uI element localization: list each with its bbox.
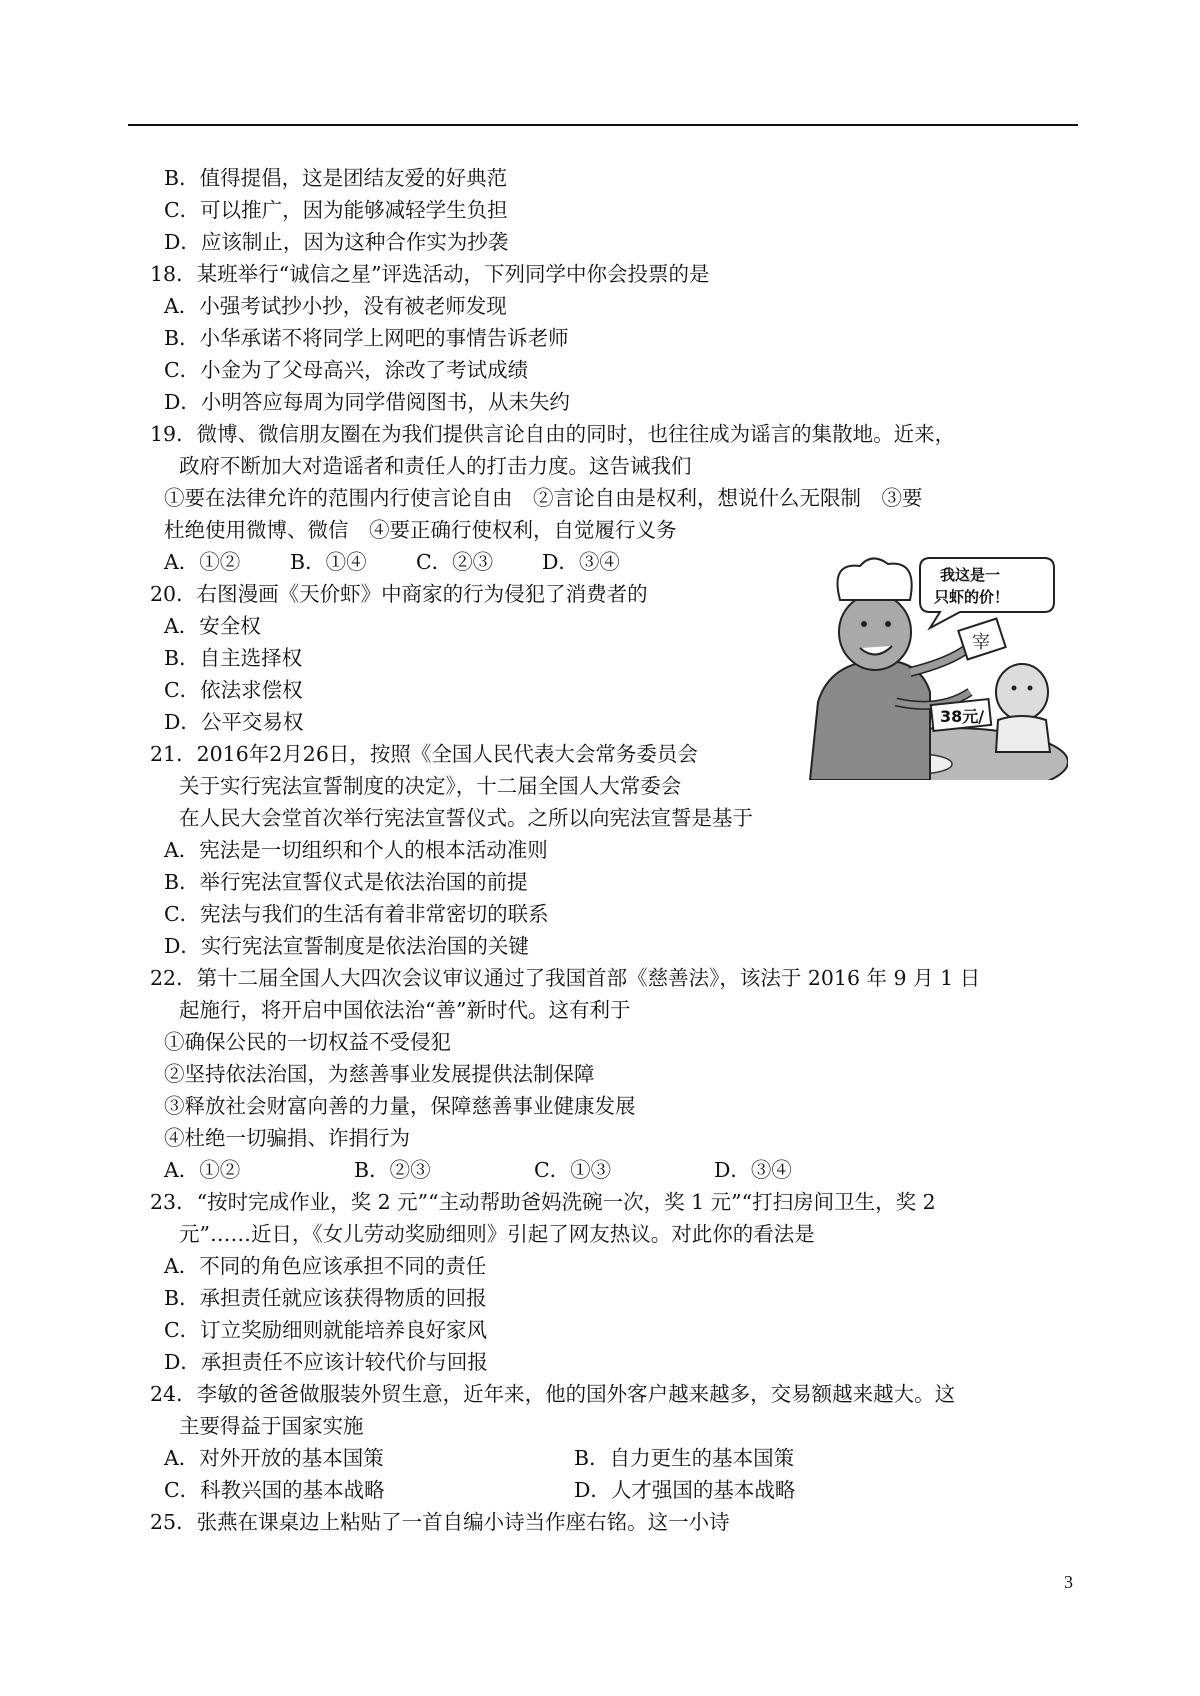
option-b: B．小华承诺不将同学上网吧的事情告诉老师 — [164, 326, 569, 350]
option-a: A．①② — [164, 550, 241, 574]
option-d: D．人才强国的基本战略 — [574, 1478, 796, 1502]
question-stem: 23．“按时完成作业，奖 2 元”“主动帮助爸妈洗碗一次，奖 1 元”“打扫房间卫生，奖 2 — [150, 1190, 936, 1214]
page-number: 3 — [1064, 1572, 1073, 1592]
question-stem-cont: 起施行，将开启中国依法治“善”新时代。这有利于 — [179, 998, 631, 1022]
option-b: B．自主选择权 — [164, 646, 303, 670]
option-d: D．实行宪法宣誓制度是依法治国的关键 — [164, 934, 529, 958]
cartoon-illustration — [800, 552, 1068, 780]
option-a: A．安全权 — [164, 614, 261, 638]
speech-bubble-line-1: 我这是一 — [940, 566, 1001, 584]
question-stem-cont: 主要得益于国家实施 — [179, 1414, 364, 1438]
customer-eye — [1012, 686, 1017, 691]
option-a: A．小强考试抄小抄，没有被老师发现 — [164, 294, 507, 318]
option-d: D．小明答应每周为同学借阅图书，从未失约 — [164, 390, 570, 414]
option-c: C．②③ — [416, 550, 494, 574]
option-c: C．①③ — [534, 1158, 612, 1182]
option-row — [150, 1474, 1080, 1506]
chef-head — [839, 594, 911, 670]
option-d: D．公平交易权 — [164, 710, 304, 734]
statement-2: ②坚持依法治国，为慈善事业发展提供法制保障 — [164, 1062, 595, 1086]
question-stem: 22．第十二届全国人大四次会议审议通过了我国首部《慈善法》，该法于 2016 年 9 月 1 日 — [150, 966, 981, 990]
option-row — [150, 1442, 1080, 1474]
option-row — [150, 1154, 1080, 1186]
chef-eye — [885, 621, 891, 627]
question-18 — [150, 258, 1080, 418]
option-a: A．对外开放的基本国策 — [164, 1446, 384, 1470]
question-statements: ①要在法律允许的范围内行使言论自由 ②言论自由是权利，想说什么无限制 ③要 — [164, 486, 923, 510]
option-b: B．举行宪法宣誓仪式是依法治国的前提 — [164, 870, 528, 894]
option-d: D．③④ — [714, 1158, 792, 1182]
option-c: C．科教兴国的基本战略 — [164, 1478, 385, 1502]
question-stem: 21．2016年2月26日，按照《全国人民代表大会常务委员会 — [150, 742, 698, 766]
statement-1: ①确保公民的一切权益不受侵犯 — [164, 1030, 451, 1054]
question-stem-cont: 关于实行宪法宣誓制度的决定》，十二届全国人大常委会 — [179, 774, 682, 798]
speech-bubble-line-2: 只虾的价！ — [934, 588, 1010, 606]
customer-head — [996, 664, 1048, 720]
question-25 — [150, 1506, 1080, 1538]
option-b: B．②③ — [354, 1158, 431, 1182]
question-stem-cont: 政府不断加大对造谣者和责任人的打击力度。这告诫我们 — [179, 454, 692, 478]
option-b: B．自力更生的基本国策 — [574, 1446, 795, 1470]
option-b: B．①④ — [290, 550, 367, 574]
option-d: D．应该制止，因为这种合作实为抄袭 — [164, 230, 509, 254]
option-d: D．承担责任不应该计较代价与回报 — [164, 1350, 488, 1374]
option-c: C．小金为了父母高兴，涂改了考试成绩 — [164, 358, 529, 382]
statement-3: ③释放社会财富向善的力量，保障慈善事业健康发展 — [164, 1094, 636, 1118]
exam-content — [150, 162, 1080, 1538]
option-b: B．承担责任就应该获得物质的回报 — [164, 1286, 487, 1310]
cleaver-label: 宰 — [972, 632, 990, 653]
question-statements-cont: 杜绝使用微博、微信 ④要正确行使权利，自觉履行义务 — [164, 518, 677, 542]
question-stem: 24．李敏的爸爸做服装外贸生意，近年来，他的国外客户越来越多，交易额越来越大。这 — [150, 1382, 956, 1406]
option-a: A．①② — [164, 1158, 241, 1182]
option-a: A．宪法是一切组织和个人的根本活动准则 — [164, 838, 548, 862]
statement-4: ④杜绝一切骗捐、诈捐行为 — [164, 1126, 410, 1150]
question-stem: 25．张燕在课桌边上粘贴了一首自编小诗当作座右铭。这一小诗 — [150, 1510, 730, 1534]
question-24 — [150, 1378, 1080, 1506]
question-stem-cont: 元”……近日，《女儿劳动奖励细则》引起了网友热议。对此你的看法是 — [179, 1222, 815, 1246]
option-c: C．宪法与我们的生活有着非常密切的联系 — [164, 902, 549, 926]
chef-eye — [861, 621, 867, 627]
question-stem-cont: 在人民大会堂首次举行宪法宣誓仪式。之所以向宪法宣誓是基于 — [179, 806, 753, 830]
question-stem: 18．某班举行“诚信之星”评选活动，下列同学中你会投票的是 — [150, 262, 710, 286]
option-c: C．依法求偿权 — [164, 678, 303, 702]
customer-eye — [1028, 686, 1033, 691]
option-c: C．订立奖励细则就能培养良好家风 — [164, 1318, 488, 1342]
customer-body — [996, 716, 1050, 752]
question-23 — [150, 1186, 1080, 1378]
option-a: A．不同的角色应该承担不同的责任 — [164, 1254, 487, 1278]
question-stem: 20．右图漫画《天价虾》中商家的行为侵犯了消费者的 — [150, 582, 648, 606]
question-17-options — [150, 162, 1080, 258]
option-d: D．③④ — [542, 550, 620, 574]
question-22 — [150, 962, 1080, 1186]
option-b: B．值得提倡，这是团结友爱的好典范 — [164, 166, 508, 190]
price-tag-text: 38元/ — [940, 707, 985, 726]
question-stem: 19．微博、微信朋友圈在为我们提供言论自由的同时，也往往成为谣言的集散地。近来， — [150, 422, 956, 446]
header-rule — [128, 124, 1078, 126]
option-c: C．可以推广，因为能够减轻学生负担 — [164, 198, 508, 222]
